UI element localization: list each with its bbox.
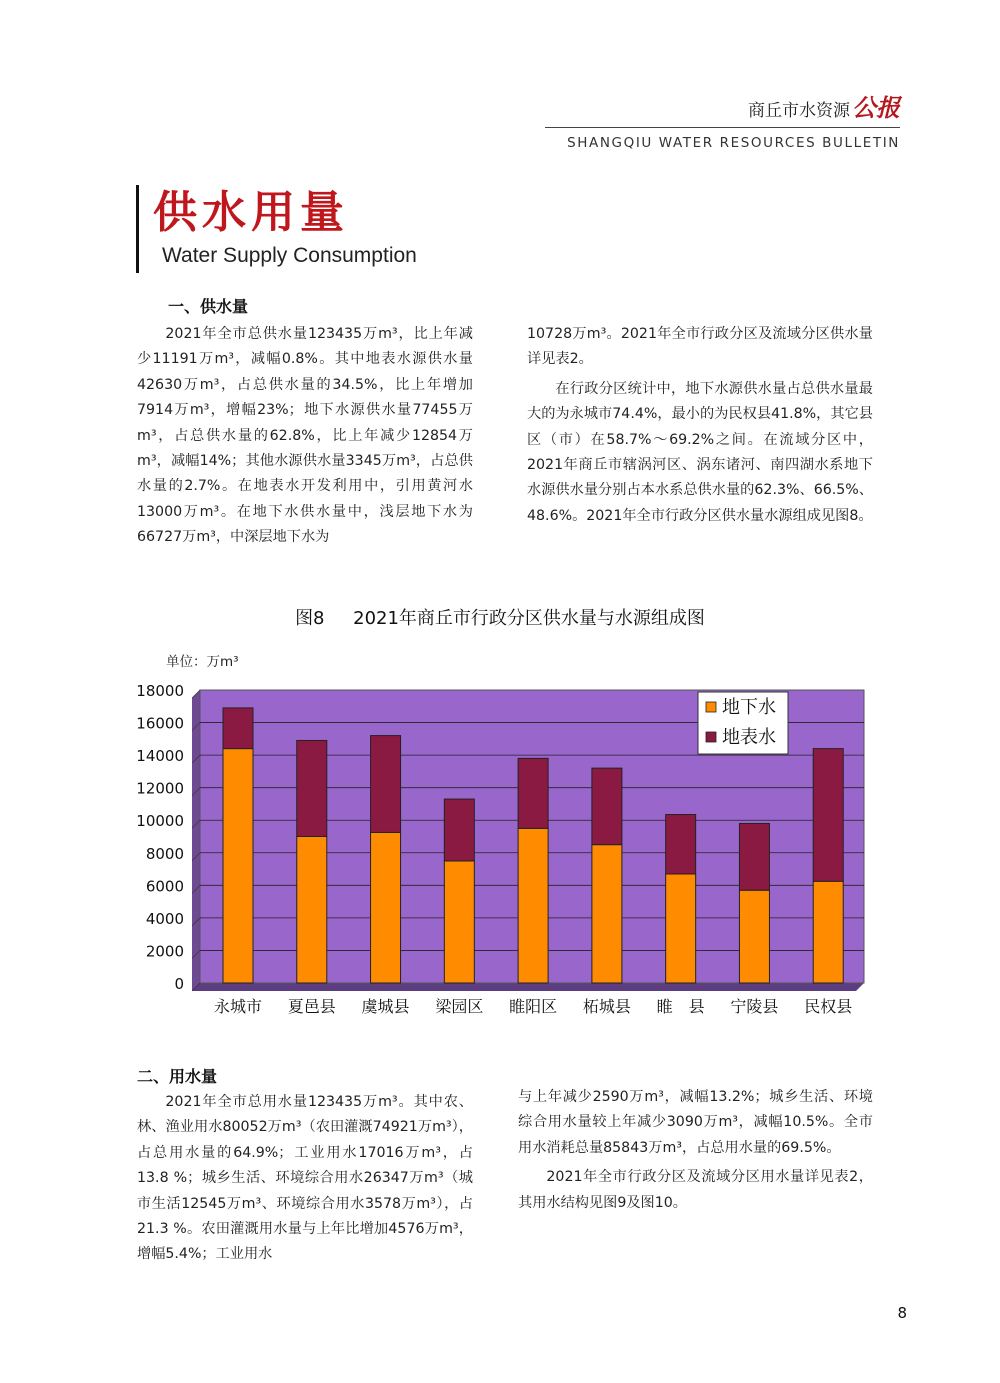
legend-label: 地表水 — [722, 727, 776, 748]
y-tick-label: 8000 — [145, 844, 184, 863]
bar-surface — [739, 823, 769, 890]
bar-groundwater — [297, 837, 327, 984]
bar-groundwater — [666, 874, 696, 983]
x-tick-label: 夏邑县 — [287, 997, 336, 1016]
bar-groundwater — [518, 828, 548, 983]
bar-surface — [371, 736, 401, 833]
supply-paragraph-2: 在行政分区统计中，地下水源供水量占总供水量最大的为永城市74.4%，最小的为民权县41.8%，其它县区（市）在58.7%～69.2%之间。在流域分区中，2021年商丘市辖涡河区、涡东诸河、南四湖水系地下水源供水量分别占本水系总供水量的62.3%、66.5%、48.6%。2021年全市行政分区供水量水源组成见图8。 — [527, 380, 873, 524]
bar-surface — [813, 749, 843, 882]
section-title-cn: 供水用量 — [153, 187, 349, 238]
bar-surface — [666, 815, 696, 874]
y-tick-label: 14000 — [136, 747, 184, 766]
x-tick-label: 睢阳区 — [509, 997, 558, 1016]
chart-unit: 单位：万m³ — [166, 654, 239, 670]
supply-paragraph-1-cont: 10728万m³。2021年全市行政分区及流域分区供水量详见表2。 — [527, 326, 873, 368]
bar-groundwater — [592, 845, 622, 983]
use-paragraph-1: 2021年全市总用水量123435万m³。其中农、林、渔业用水80052万m³（农田灌溉74921万m³），占总用水量的64.9%；工业用水17016万m³，占13.8 %；城乡生活、环境综合用水26347万m³（城市生活12545万m³、环境综合用水3578万m³），占21.3 %。农田灌溉用水量与上年比增加4576万m³，增幅5.4%；工业用水 — [137, 1094, 473, 1263]
use-column-left — [137, 1090, 473, 1268]
legend-label: 地下水 — [722, 697, 776, 718]
section-title-en: Water Supply Consumption — [162, 244, 417, 267]
x-tick-label: 民权县 — [804, 997, 853, 1016]
bar-groundwater — [813, 881, 843, 983]
bar-groundwater — [444, 861, 474, 983]
use-heading: 二、用水量 — [137, 1067, 218, 1086]
bulletin-title-emph: 公报 — [852, 93, 900, 122]
bar-surface — [444, 799, 474, 861]
y-tick-label: 10000 — [136, 812, 184, 831]
use-column-right — [518, 1085, 873, 1216]
chart-fig-number: 图8 — [295, 608, 325, 629]
y-tick-label: 18000 — [136, 682, 184, 700]
y-tick-label: 6000 — [145, 877, 184, 896]
bulletin-title-text: 商丘市水资源 — [748, 101, 850, 121]
bar-surface — [592, 768, 622, 845]
x-tick-label: 睢 县 — [656, 997, 705, 1016]
bulletin-subtitle: SHANGQIU WATER RESOURCES BULLETIN — [567, 135, 900, 151]
y-tick-label: 2000 — [145, 942, 184, 961]
x-tick-label: 柘城县 — [582, 997, 631, 1016]
legend-swatch — [706, 702, 716, 712]
chart-title-text: 2021年商丘市行政分区供水量与水源组成图 — [353, 608, 705, 629]
y-tick-label: 0 — [174, 975, 184, 993]
y-tick-label: 4000 — [145, 909, 184, 928]
bar-groundwater — [223, 749, 253, 983]
bar-surface — [297, 740, 327, 836]
plot-floor — [192, 983, 864, 991]
y-tick-label: 16000 — [136, 714, 184, 733]
supply-paragraph-1: 2021年全市总供水量123435万m³，比上年减少11191万m³，减幅0.8%。其中地表水源供水量42630万m³，占总供水量的34.5%，比上年增加7914万m³，增幅23%；地下水源供水量77455万m³，占总供水量的62.8%，比上年减少12854万m³，减幅14%；其他水源供水量3345万m³，占总供水量的2.7%。在地表水开发利用中，引用黄河水13000万m³。在地下水供水量中，浅层地下水为66727万m³，中深层地下水为 — [137, 326, 473, 546]
legend-swatch — [706, 732, 716, 742]
y-tick-label: 12000 — [136, 779, 184, 798]
use-paragraph-2: 2021年全市行政分区及流域分区用水量详见表2，其用水结构见图9及图10。 — [518, 1169, 873, 1211]
x-tick-label: 虞城县 — [361, 997, 410, 1016]
x-tick-label: 永城市 — [213, 997, 263, 1016]
bar-surface — [518, 758, 548, 828]
x-tick-label: 宁陵县 — [730, 997, 779, 1016]
page-number: 8 — [897, 1304, 907, 1322]
plot-side-wall — [192, 690, 200, 991]
bar-surface — [223, 708, 253, 749]
x-tick-label: 梁园区 — [435, 997, 484, 1016]
supply-heading: 一、供水量 — [168, 297, 249, 316]
bar-groundwater — [371, 832, 401, 983]
use-paragraph-1-cont: 与上年减少2590万m³，减幅13.2%；城乡生活、环境综合用水量较上年减少3090万m³，减幅10.5%。全市用水消耗总量85843万m³，占总用水量的69.5%。 — [518, 1089, 873, 1156]
bar-groundwater — [739, 890, 769, 983]
